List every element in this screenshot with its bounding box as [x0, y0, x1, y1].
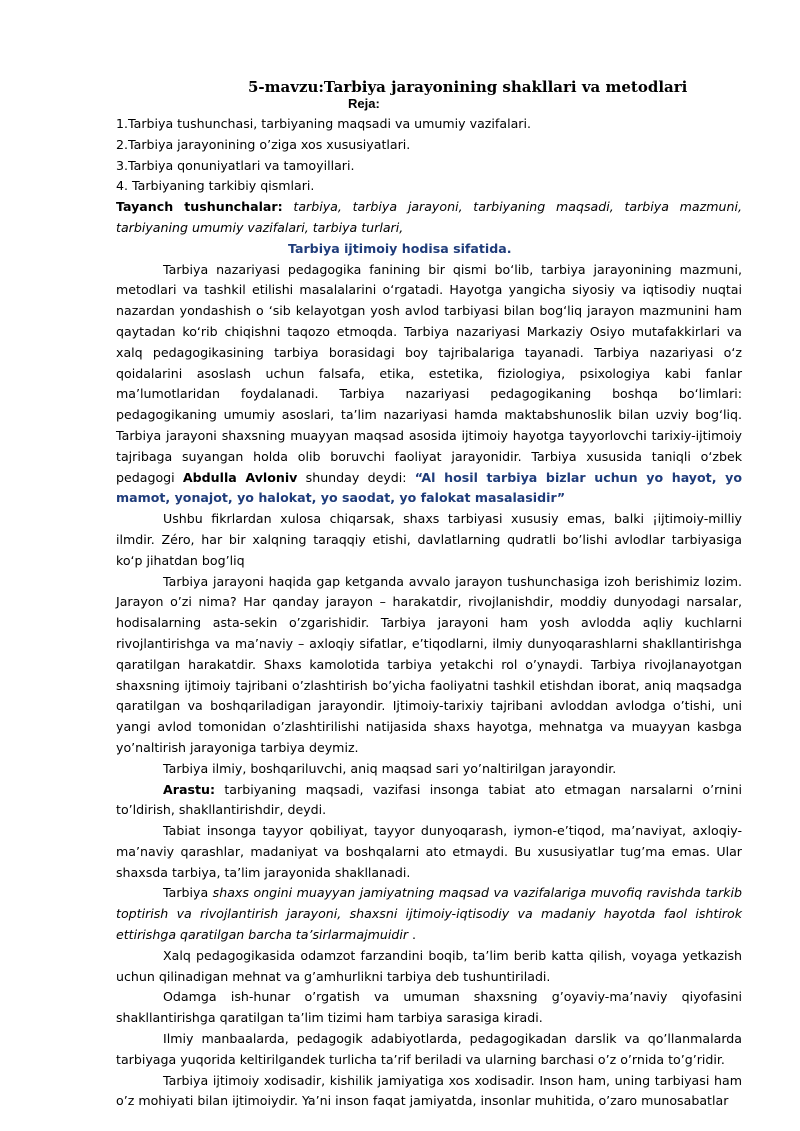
key-terms [116, 197, 742, 239]
paragraph-6: Tabiat insonga tayyor qobiliyat, tayyor dunyoqarash, iymon-e’tiqod, ma’naviyat, axloqiy-ma’naviy qarashlar, madaniyat va boshqalarni ato etmaydi. Bu xususiyatlar tug’ma emas. Ular shaxsda tarbiya, ta’lim jarayonida shakllanadi. [116, 823, 742, 880]
arastu-name: Arastu: [163, 781, 215, 797]
paragraph-8: Xalq pedagogikasida odamzot farzandini boqib, ta’lim berib katta qilish, voyaga yetkazish uchun qilinadigan mehnat va g’amhurlikni tarbiya deb tushuntiriladi. [116, 947, 742, 984]
paragraph-2: Ushbu fikrlardan xulosa chiqarsak, shaxs tarbiyasi xususiy emas, balki ¡ijtimoiy-milliy ilmdir. Zéro, har bir xalqning taraqqiy etishi, davlatlarning qudratli bo’lishi avlodlar tarbiyasiga ko‘p jihatdan bog’liq [116, 511, 742, 568]
plan-label: Reja: [348, 96, 380, 111]
paragraph-7-tail: . [408, 927, 417, 943]
paragraph-5 [116, 780, 742, 822]
paragraph-1-connector: shunday deydi: [297, 469, 415, 485]
paragraph-1 [116, 260, 742, 510]
paragraph-11: Tarbiya ijtimoiy xodisadir, kishilik jamiyatiga xos xodisadir. Inson ham, uning tarbiyasi ham o’z mohiyati bilan ijtimoiydir. Ya’ni inson faqat jamiyatda, insonlar muhitida, o’zaro munosabatlar [116, 1072, 742, 1109]
paragraph-7 [116, 883, 742, 945]
paragraph-3: Tarbiya jarayoni haqida gap ketganda avvalo jarayon tushunchasiga izoh berishimiz lozim. Jarayon o’zi nima? Har qanday jarayon – harakatdir, rivojlanishdir, moddiy dunyodagi narsalar, hodisalarning asta-sekin o’zgarishidir. Tarbiya jarayoni ham yosh avlodda aqliy kuchlarni rivojlantirishga va ma’naviy – axloqiy sifatlar, e’tiqodlarni, ilmiy dunyoqarashlarni shakllantirishga qaratilgan harakatdir. Shaxs kamolotida tarbiya yetakchi rol o’ynaydi. Tarbiya rivojlanayotgan shaxsning ijtimoiy tajribani o’zlashtirish bo’yicha faoliyatni tashkil etishdan iborat, aniq maqsadga qaratilgan va boshqariladigan jarayondir. Ijtimoiy-tarixiy tajribani avloddan avlodga o’tishi, uni yangi avlod tomonidan o’zlashtirilishi natijasida shaxs hayotga, mehnatga va muayyan kasbga yo’naltirish jarayoniga tarbiya deymiz. [116, 573, 742, 755]
plan-item-4: 4. Tarbiyaning tarkibiy qismlari. [116, 178, 315, 194]
plan-item-2: 2.Tarbiya jarayonining o’ziga xos xususiyatlari. [116, 136, 411, 152]
paragraph-5-text: tarbiyaning maqsadi, vazifasi insonga tabiat ato etmagan narsalarni o’rnini to’ldirish, shakllantirishdir, deydi. [116, 781, 742, 818]
plan-item-3: 3.Tarbiya qonuniyatlari va tamoyillari. [116, 157, 355, 173]
document-body [116, 78, 742, 1112]
plan-item-1: 1.Tarbiya tushunchasi, tarbiyaning maqsadi va umumiy vazifalari. [116, 116, 531, 131]
page-title: 5-mavzu:Tarbiya jarayonining shakllari va metodlari [248, 78, 688, 96]
paragraph-10: Ilmiy manbaalarda, pedagogik adabiyotlarda, pedagogikadan darslik va qo’llanmalarda tarbiyaga yuqorida keltirilgandek turlicha ta’rif beriladi va ularning barchasi o’z o’rnida to’g’ridir. [116, 1031, 742, 1067]
paragraph-1-text: Tarbiya nazariyasi pedagogika fanining bir qismi bo‘lib, tarbiya jarayonining mazmuni, metodlari va tashkil etilishi masalalarini o‘rgatadi. Hayotga yangicha siyosiy va iqtisodiy nuqtai nazardan yondashish o ‘sib kelayotgan yosh avlod tarbiyasi bilan bog‘liq jarayon mazmunini ham qaytadan ko‘rib chiqishni taqozo etmoqda. Tarbiya nazariyasi Markaziy Osiyo mutafakkirlari va xalq pedagogikasining tarbiya borasidagi boy tajribalariga tayanadi. Tarbiya nazariyasi o‘z qoidalarini asoslash uchun falsafa, etika, estetika, fiziologiya, psixologiya kabi fanlar ma’lumotlaridan foydalanadi. Tarbiya nazariyasi pedagogikaning boshqa bo‘limlari: pedagogikaning umumiy asoslari, ta’lim nazariyasi hamda maktabshunoslik bilan uzviy bog‘liq. Tarbiya jarayoni shaxsning muayyan maqsad asosida ijtimoiy hayotga tayyorlovchi tarixiy-ijtimoiy tajribaga suyangan holda olib boruvchi faoliyat jarayonidir. Tarbiya xususida taniqli o‘zbek pedagogi [116, 261, 742, 485]
paragraph-7-lead: Tarbiya [163, 885, 213, 901]
paragraph-4: Tarbiya ilmiy, boshqariluvchi, aniq maqsad sari yo’naltirilgan jarayondir. [163, 760, 617, 776]
key-terms-label: Tayanch tushunchalar: [116, 199, 283, 215]
tarbiya-definition: shaxs ongini muayyan jamiyatning maqsad va vazifalariga muvofiq ravishda tarkib toptirish va rivojlantirish jarayoni, shaxsni ijtimoiy-iqtisodiy va madaniy hayotda faol ishtirok ettirishga qaratilgan barcha ta’sirlarmajmuidir [116, 885, 742, 943]
section-heading: Tarbiya ijtimoiy hodisa sifatida. [288, 240, 512, 256]
avloniy-quote: “Al hosil tarbiya bizlar uchun yo hayot, yo mamot, yonajot, yo halokat, yo saodat, yo falokat masalasidir” [116, 469, 742, 506]
author-name: Abdulla Avloniv [182, 469, 298, 485]
paragraph-9: Odamga ish-hunar o’rgatish va umuman shaxsning g’oyaviy-ma’naviy qiyofasini shakllantirishga qaratilgan ta’lim tizimi ham tarbiya sarasiga kiradi. [116, 989, 742, 1026]
key-terms-list: tarbiya, tarbiya jarayoni, tarbiyaning maqsadi, tarbiya mazmuni, tarbiyaning umumiy vazifalari, tarbiya turlari, [116, 199, 742, 235]
